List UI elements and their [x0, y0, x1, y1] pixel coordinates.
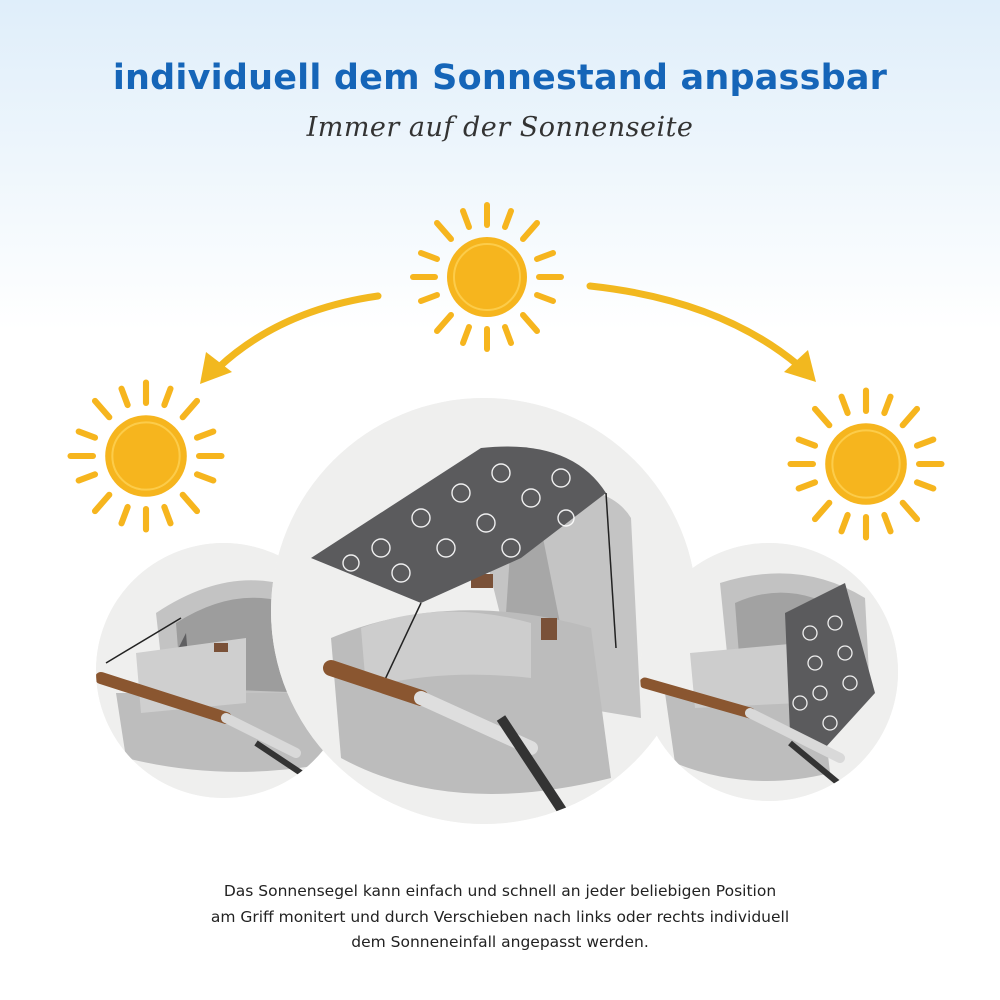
description-line: dem Sonneneinfall angepasst werden.	[351, 933, 649, 951]
arrow-right-icon	[590, 286, 816, 382]
subline: Immer auf der Sonnenseite	[306, 112, 694, 143]
sun-icon	[791, 391, 942, 538]
description-line: Das Sonnensegel kann einfach und schnell an jeder beliebigen Position	[223, 882, 777, 900]
photo-center-position	[271, 398, 697, 824]
headline: individuell dem Sonnestand anpassbar	[112, 58, 888, 98]
description-line: am Griff monitert und durch Verschieben nach links oder rechts individuell	[210, 907, 790, 926]
description	[100, 879, 900, 956]
sun-icon	[71, 383, 222, 530]
photo-right-position	[640, 543, 898, 801]
sun-icon	[413, 205, 561, 349]
arrow-left-icon	[200, 296, 378, 384]
